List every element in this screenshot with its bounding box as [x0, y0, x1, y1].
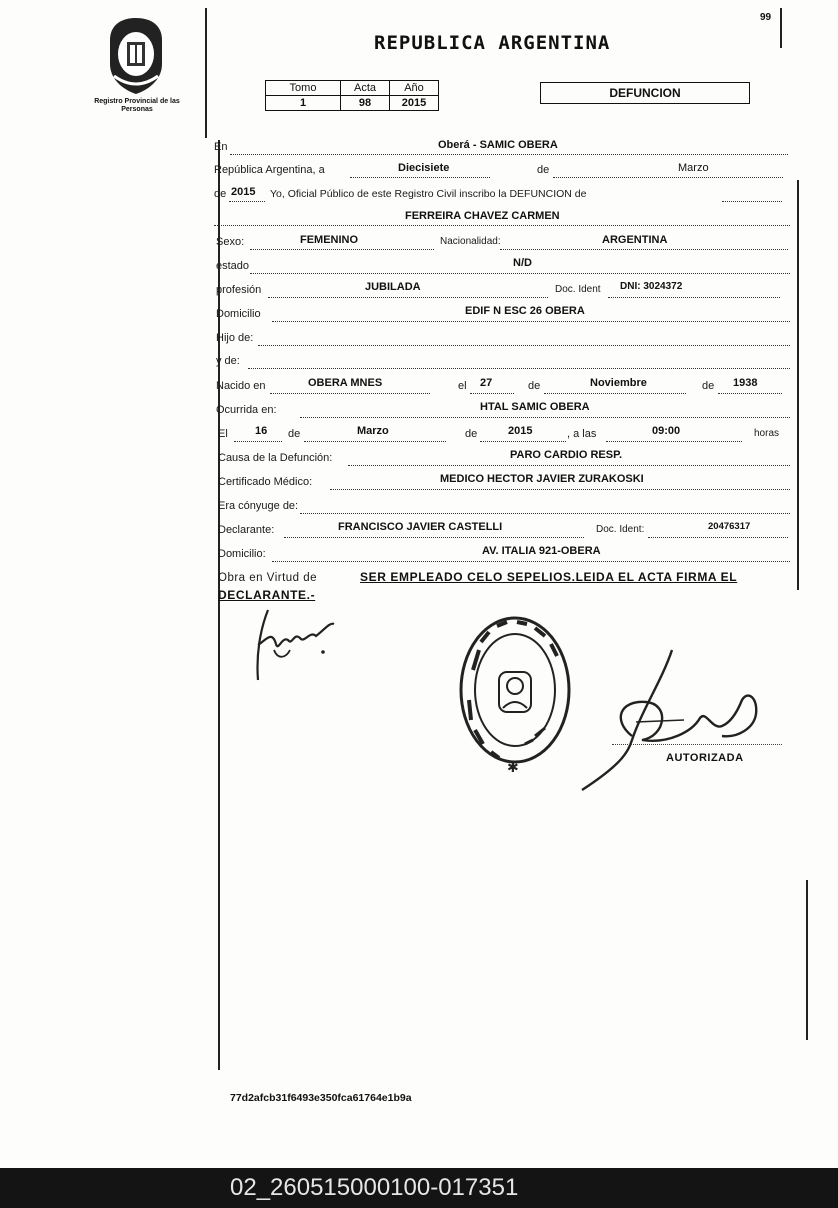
sexo-label: Sexo:	[216, 236, 245, 248]
right-border-line-2	[797, 180, 799, 590]
anio-header: Año	[390, 81, 439, 96]
alas-label: , a las	[567, 428, 597, 440]
obra-label: Obra en Virtud de	[218, 572, 318, 584]
birth-day: 27	[480, 377, 493, 389]
nacionalidad-label: Nacionalidad:	[440, 236, 501, 247]
de5-label: de	[288, 428, 301, 440]
nacido-label: Nacido en	[216, 380, 266, 392]
page-number: 99	[760, 12, 772, 23]
en-label: En	[214, 141, 228, 153]
profesion-label: profesión	[216, 284, 262, 296]
left-border-line	[205, 8, 207, 138]
inscribe-line	[722, 188, 782, 202]
en-value: Oberá - SAMIC OBERA	[438, 139, 558, 151]
de-label: de	[537, 164, 550, 176]
obra-value-line1: SER EMPLEADO CELO SEPELIOS.LEIDA EL ACTA FIRMA EL	[360, 570, 738, 584]
domicilio-label: Domicilio	[216, 308, 261, 320]
declarante-signature	[238, 600, 348, 690]
sexo-value: FEMENINO	[300, 234, 359, 246]
cert-value: MEDICO HECTOR JAVIER ZURAKOSKI	[440, 473, 644, 485]
de3-label: de	[528, 380, 541, 392]
month-line	[553, 164, 783, 178]
cert-label: Certificado Médico:	[218, 476, 313, 488]
estado-label: estado	[216, 260, 250, 272]
declarante-value: FRANCISCO JAVIER CASTELLI	[338, 521, 503, 533]
nacionalidad-value: ARGENTINA	[602, 234, 668, 246]
document-hash: 77d2afcb31f6493e350fca61764e1b9a	[230, 1092, 412, 1104]
doc-ident-label: Doc. Ident	[555, 284, 601, 295]
left-border-line-lower	[218, 140, 220, 1070]
domicilio-value: EDIF N ESC 26 OBERA	[465, 305, 585, 317]
estado-value: N/D	[513, 257, 532, 269]
causa-value: PARO CARDIO RESP.	[510, 449, 623, 461]
hijo-line	[258, 332, 790, 346]
month-value: Marzo	[678, 162, 709, 174]
death-month: Marzo	[357, 425, 389, 437]
right-border-line-3	[806, 880, 808, 1040]
domicilio2-value: AV. ITALIA 921-OBERA	[482, 545, 601, 557]
ocurrida-value: HTAL SAMIC OBERA	[480, 401, 590, 413]
doc2-label: Doc. Ident:	[596, 524, 645, 535]
birth-month: Noviembre	[590, 377, 647, 389]
causa-label: Causa de la Defunción:	[218, 452, 333, 464]
horas-label: horas	[754, 428, 780, 439]
death-time: 09:00	[652, 425, 681, 437]
yde-line	[248, 355, 790, 369]
svg-text:✱: ✱	[507, 760, 519, 776]
acta-header: Acta	[341, 81, 390, 96]
birth-year: 1938	[733, 377, 758, 389]
doc-type-box: DEFUNCION	[540, 82, 750, 104]
tomo-header: Tomo	[266, 81, 341, 96]
death-day: 16	[255, 425, 268, 437]
yde-label: y de:	[216, 355, 240, 367]
year-value: 2015	[231, 186, 256, 198]
rep-label: República Argentina, a	[214, 164, 325, 176]
domicilio2-label: Domicilio:	[218, 548, 266, 560]
death-year: 2015	[508, 425, 533, 437]
declarante-label: Declarante:	[218, 524, 275, 536]
nacido-value: OBERA MNES	[308, 377, 383, 389]
right-border-line	[780, 8, 782, 48]
el-label: el	[458, 380, 467, 392]
de6-label: de	[465, 428, 478, 440]
doc-ident-value: DNI: 3024372	[620, 281, 683, 292]
profesion-value: JUBILADA	[365, 281, 421, 293]
obra-value-line2: DECLARANTE.-	[218, 588, 316, 602]
doc2-value: 20476317	[708, 521, 751, 532]
conyuge-line	[300, 500, 790, 514]
page-title: REPUBLICA ARGENTINA	[374, 32, 611, 54]
tomo-value: 1	[266, 96, 341, 111]
official-seal	[455, 610, 575, 780]
de2-label: de	[214, 188, 227, 200]
conyuge-label: Era cónyuge de:	[218, 500, 299, 512]
footer-id: 02_260515000100-017351	[230, 1174, 519, 1201]
autorizada-stamp: AUTORIZADA	[666, 752, 744, 764]
official-signature	[572, 640, 782, 800]
day-value: Diecisiete	[398, 162, 450, 174]
deceased-name: FERREIRA CHAVEZ CARMEN	[405, 210, 560, 222]
el2-label: El	[218, 428, 228, 440]
registro-logo	[100, 14, 172, 98]
acta-value: 98	[341, 96, 390, 111]
de4-label: de	[702, 380, 715, 392]
footer-bar	[0, 1168, 838, 1208]
tomo-acta-table	[265, 80, 439, 111]
logo-caption: Registro Provincial de las Personas	[94, 98, 180, 113]
ocurrida-label: Ocurrida en:	[216, 404, 277, 416]
hijo-label: Hijo de:	[216, 332, 254, 344]
anio-value: 2015	[390, 96, 439, 111]
inscribe-text: Yo, Oficial Público de este Registro Civil inscribo la DEFUNCION de	[270, 188, 587, 200]
